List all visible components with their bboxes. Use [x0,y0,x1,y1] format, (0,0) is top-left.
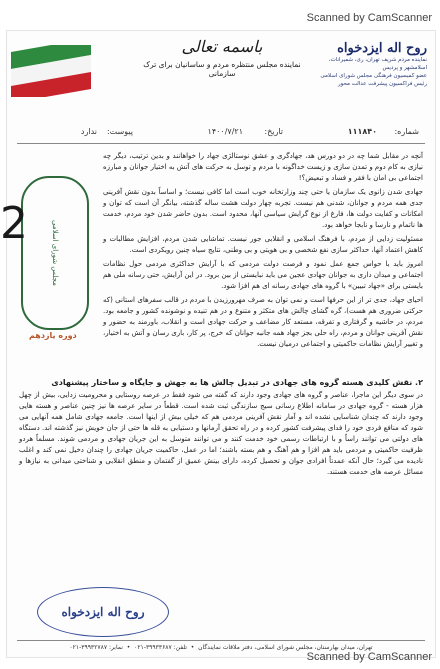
parliament-emblem [21,176,89,330]
section-text: در سوی دیگر این ماجرا، عناصر و گروه های جهادی وجود دارند که گفته می شود فقط در عرصه روستایی و محرومیت زدایی، بیش از چهل هزار هسته - گروه جهادی در سامانه اطلاع رسانی سیج سازندگی ثبت شده است. قطعاً در سایر عرصه ها نیز چنین عناصر و هسته هایی وجود دارند که چندان شناسایی نشده اند و آمار نقش آفرینی مردمی هم که خیلی بیش از اینها است. جامعه جهادی شامل همه آنهایی می شود که منافع فردی خود را فدای پیشرفت کشور کرده و در راه تحقق آرمانها و دستیابی به قله ها حتی از جان خویش نیز گذشته اند. دستگاه های دولتی می توانند راساً و با ارتباطات رسمی خود خدمت کنند و می توانند متوسل به این جریان جهادی و مردمی شوند. مسلماً هردو ظرفیت حاکمیتی و مردمی باید هم افزا و هم آهنگ و هم بسته باشند؛ اما در عمل، حاکمیت جریان جهادی را چندان دخیل نمی کند و اغلب نادیده می گیرد؛ حال آنکه عمدتاً افرادی جوان و تحصیل کرده، دارای بینش عمیق از گفتمان و منطق انقلابی و شناختی میدانی به نیازها و مسائل عرصه های خدمت هستند. [19,391,423,476]
sender-subtitle-3: رئیس فراکسیون پیشرفت عدالت محور [337,81,427,87]
letter-body [103,151,423,353]
emblem-title: مجلس شورای اسلامی [51,220,59,286]
letter-footer: تهران، میدان بهارستان، مجلس شورای اسلامی، دفتر ملاقات نمایندگان • تلفن: ۳۹۹۳۳۶۸۷-۰۲۱ • نمابر: ۳۹۹۳۲۷۸۷-۰۲۱ [17,640,425,651]
sender-name: روح اله ایزدخواه [337,41,427,56]
parliament-line: نماینده مجلس منتظره مردم و ساسانیان برای ترک سازمانی [143,60,301,78]
attachment-label: پیوست: [106,127,133,136]
paragraph: آنچه در مقابل شما چه در دو دورس هد، جهادگری و عشق نوستالژی جهاد را خواهانند و بدین ترتیب، دیگر چه نیازی به کام دوم و تمدن سازی و زیست خداگونه با مردم و توسل به حرکت های آتش به اختیار جوانان و مبارزه اجتماعی بی امان با فقر و فساد و تبعیض؟! [103,152,423,182]
signature-stamp [37,587,169,637]
paragraph: مسئولیت زدایی از مردم، با فرهنگ اسلامی و انقلابی جور نیست. تماشایی شدن مردم، افزایش مطالبات و کاهش اعتماد آنها، حداکثر سازی نفع شخصی و بی هویتی و بی وطنی، نتایج سیاه چنین رویکردی است. [103,235,423,254]
section-2 [19,377,423,478]
number-label: شماره: [394,127,419,136]
footer-phone: تلفن: ۳۹۹۳۳۶۸۷-۰۲۱ [134,644,187,651]
signature-name: روح اله ایزدخواه [61,605,145,619]
letter-date: ۱۴۰۰/۷/۲۱ [207,127,243,136]
margin-mark: 2 [0,198,28,249]
scanner-watermark-bottom: Scanned by CamScanner [306,651,432,663]
footer-fax: نمابر: ۳۹۹۳۲۷۸۷-۰۲۱ [69,644,123,651]
paragraph: احیای جهاد، جدی تر از این حرفها است و نمی توان به صرف مهرورزیدن با مردم در قالب سفرهای استانی (که حرکتی ضروری هم هست)، گره گشای چالش های متکثر و متنوع و در هم تنیده و نوشونده کشور و جامعه بود. مردم، در حاشیه و گرفتاری و تفرقه، مستعد کار مضاعف و حرکت جهادی است و انقلاب، باورمند به حضور و نقش آفرینی جوانان و مردم، راه حلی بجز جهاد همه جانبه جوانان که خرج، پر کار، باری رسان و آتش به اختیار، و تغییر آرایش نظامات حاکمیتی و اجتماعی درمیان نیست. [103,296,423,348]
letter-meta [19,127,423,141]
letter-number: ۱۱۱۸۴۰ [347,127,377,136]
paragraph: امروز باید با حواس جمع عمل نمود و فرصت دولت مردمی که با آرایش حداکثری مردمی حول نظامات اجتماعی و میدان داری به جوانان جهادی عجین می باید نبایستی از بین برود. در این آرایش، حتی رسانه ملی هم بایستی برای «جهاد تبیین» با گروه های جهادی رسانه ای هم افزا شود. [103,260,423,290]
header-divider [17,143,425,144]
scanner-watermark-top: Scanned by CamScanner [306,12,432,24]
letterhead-center [142,37,302,78]
letter-page [6,30,436,658]
date-label: تاریخ: [264,127,283,136]
iran-flag-image [11,45,91,97]
letterhead-sender [309,41,427,88]
term-label: دوره یازدهم [29,331,77,340]
letter-attachment: ندارد [80,127,97,136]
sender-subtitle-1: نماینده مردم شریف تهران، ری، شمیرانات، اسلامشهر و پردیس [328,57,427,71]
footer-address: تهران، میدان بهارستان، مجلس شورای اسلامی، دفتر ملاقات نمایندگان [198,644,373,651]
bismillah: باسمه تعالی [181,37,263,56]
sender-subtitle-2: عضو کمیسیون فرهنگی مجلس شورای اسلامی [320,73,427,79]
paragraph: جهادی شدن زانوی یک سازمان یا حتی چند وزارتخانه خوب است اما کافی نیست؛ و اساساً بدون نقش آفرینی جدی همه مردم و جوانان، شدنی هم نیست. تجربه چهار دولت هشت ساله گذشته، بیانگر آن است که توان و امکانات و کفایت دولت ها، فارغ از نوع گرایش سیاسی آنها، محدود است. بدون حاضر شدن خود مردم، خدمت ها ناتمام و نارسا و نابجا خواهد بود. [103,188,423,229]
section-heading: ۲. نقش کلیدی هسته گروه های جهادی در تبدیل چالش ها به جهش و جایگاه و ساختار پیشنهادی [51,378,423,387]
